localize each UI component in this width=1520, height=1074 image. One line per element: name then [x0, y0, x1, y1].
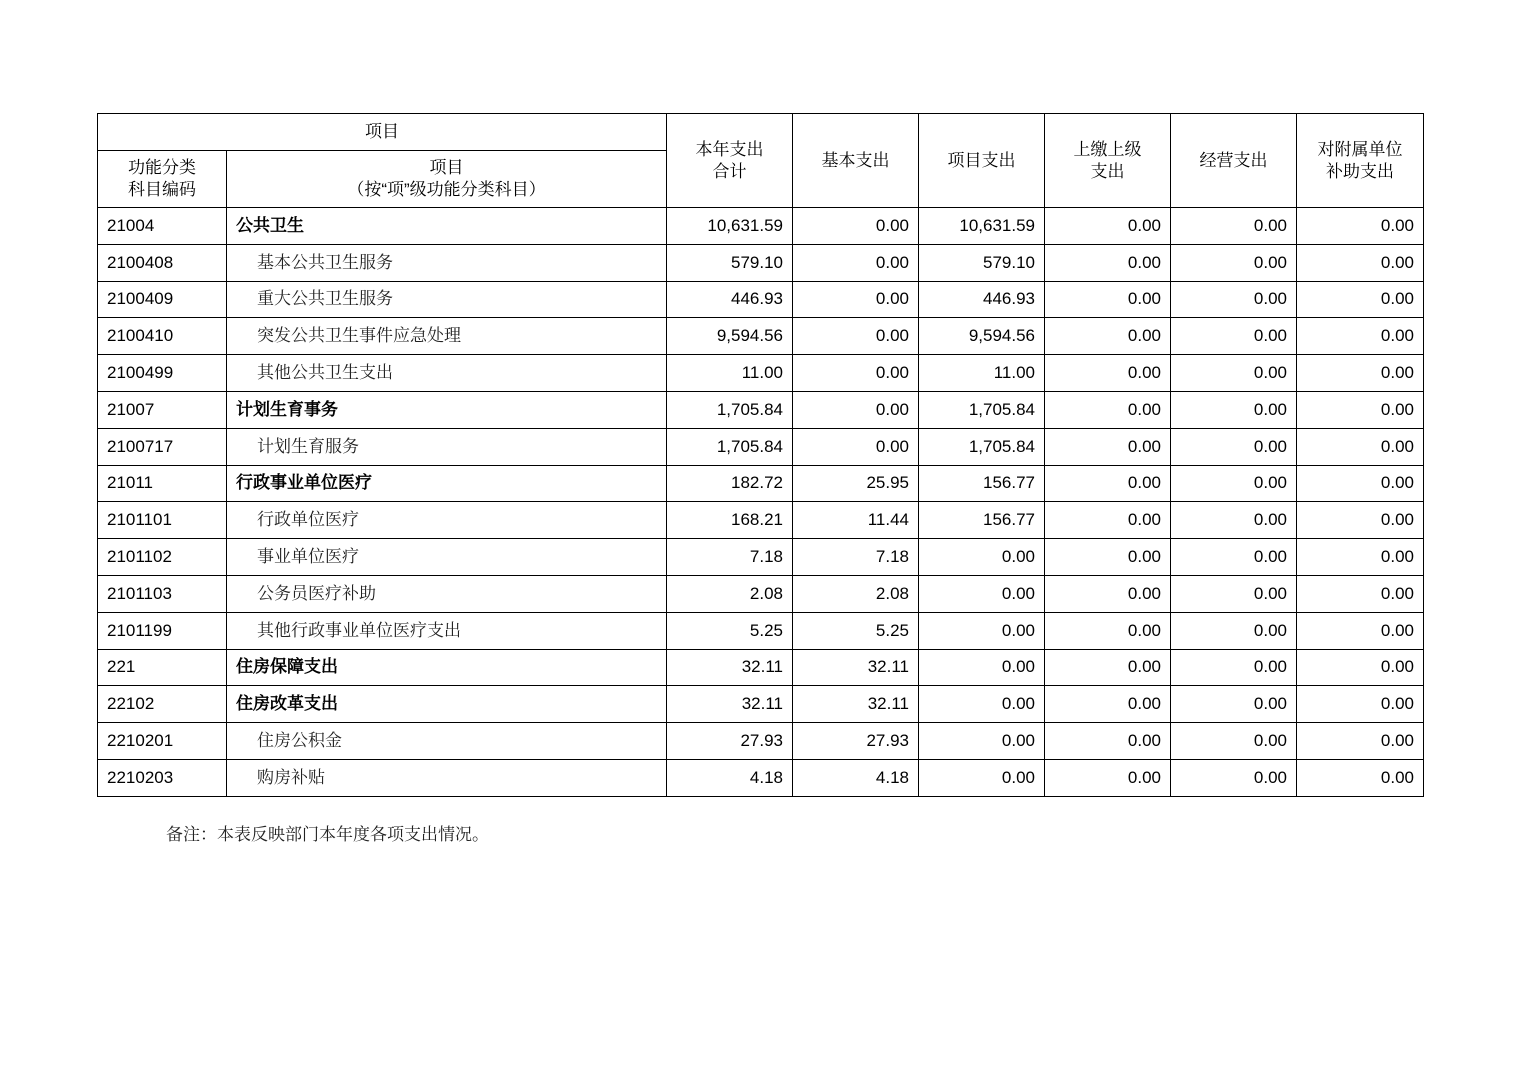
subsidy-cell: 0.00 [1297, 281, 1424, 318]
header-subsidy-line-1: 对附属单位 [1317, 139, 1403, 159]
total-cell: 32.11 [667, 686, 793, 723]
header-code-line-1: 功能分类 [128, 158, 196, 177]
operating-cell: 0.00 [1171, 208, 1297, 245]
header-upper [1045, 114, 1171, 208]
table-row [98, 355, 1424, 392]
table-row [98, 686, 1424, 723]
total-cell: 2.08 [667, 575, 793, 612]
table-note: 备注：本表反映部门本年度各项支出情况。 [166, 825, 489, 845]
basic-cell: 4.18 [793, 759, 919, 796]
operating-cell: 0.00 [1171, 355, 1297, 392]
code-cell: 21007 [98, 391, 227, 428]
code-cell: 2100408 [98, 244, 227, 281]
upper-cell: 0.00 [1045, 318, 1171, 355]
upper-cell: 0.00 [1045, 502, 1171, 539]
header-project-group: 项目 [98, 114, 667, 151]
upper-cell: 0.00 [1045, 686, 1171, 723]
operating-cell: 0.00 [1171, 465, 1297, 502]
operating-cell: 0.00 [1171, 539, 1297, 576]
header-operating [1171, 114, 1297, 208]
total-cell: 9,594.56 [667, 318, 793, 355]
header-operating-line-1: 经营支出 [1199, 150, 1268, 170]
basic-cell: 5.25 [793, 612, 919, 649]
upper-cell: 0.00 [1045, 649, 1171, 686]
code-cell: 22102 [98, 686, 227, 723]
subsidy-cell: 0.00 [1297, 428, 1424, 465]
table-row [98, 723, 1424, 760]
project-cell: 0.00 [919, 759, 1045, 796]
project-cell: 1,705.84 [919, 428, 1045, 465]
total-cell: 182.72 [667, 465, 793, 502]
table-row [98, 244, 1424, 281]
total-cell: 446.93 [667, 281, 793, 318]
basic-cell: 7.18 [793, 539, 919, 576]
name-cell: 其他行政事业单位医疗支出 [227, 612, 667, 649]
project-cell: 0.00 [919, 612, 1045, 649]
upper-cell: 0.00 [1045, 612, 1171, 649]
basic-cell: 25.95 [793, 465, 919, 502]
operating-cell: 0.00 [1171, 244, 1297, 281]
name-cell: 其他公共卫生支出 [227, 355, 667, 392]
table-row [98, 575, 1424, 612]
header-name [227, 151, 667, 208]
subsidy-cell: 0.00 [1297, 502, 1424, 539]
basic-cell: 0.00 [793, 391, 919, 428]
upper-cell: 0.00 [1045, 391, 1171, 428]
subsidy-cell: 0.00 [1297, 612, 1424, 649]
project-cell: 156.77 [919, 502, 1045, 539]
expenditure-table-container [97, 113, 1423, 797]
project-cell: 0.00 [919, 723, 1045, 760]
header-subsidy [1297, 114, 1424, 208]
header-code [98, 151, 227, 208]
table-row [98, 428, 1424, 465]
expenditure-table [97, 113, 1424, 797]
total-cell: 579.10 [667, 244, 793, 281]
operating-cell: 0.00 [1171, 281, 1297, 318]
name-cell: 住房改革支出 [227, 686, 667, 723]
code-cell: 2210203 [98, 759, 227, 796]
operating-cell: 0.00 [1171, 649, 1297, 686]
subsidy-cell: 0.00 [1297, 723, 1424, 760]
operating-cell: 0.00 [1171, 759, 1297, 796]
header-subsidy-line-2: 补助支出 [1326, 161, 1394, 181]
basic-cell: 11.44 [793, 502, 919, 539]
total-cell: 4.18 [667, 759, 793, 796]
subsidy-cell: 0.00 [1297, 208, 1424, 245]
subsidy-cell: 0.00 [1297, 649, 1424, 686]
table-row [98, 281, 1424, 318]
upper-cell: 0.00 [1045, 281, 1171, 318]
total-cell: 5.25 [667, 612, 793, 649]
code-cell: 2101101 [98, 502, 227, 539]
subsidy-cell: 0.00 [1297, 355, 1424, 392]
name-cell: 计划生育服务 [227, 428, 667, 465]
header-name-line-1: 项目 [429, 158, 464, 177]
header-basic [793, 114, 919, 208]
project-cell: 9,594.56 [919, 318, 1045, 355]
operating-cell: 0.00 [1171, 612, 1297, 649]
code-cell: 2100410 [98, 318, 227, 355]
header-project [919, 114, 1045, 208]
header-project-line-1: 项目支出 [947, 150, 1016, 170]
total-cell: 7.18 [667, 539, 793, 576]
operating-cell: 0.00 [1171, 723, 1297, 760]
subsidy-cell: 0.00 [1297, 686, 1424, 723]
upper-cell: 0.00 [1045, 575, 1171, 612]
table-row [98, 649, 1424, 686]
project-cell: 10,631.59 [919, 208, 1045, 245]
header-upper-line-1: 上缴上级 [1073, 139, 1142, 159]
code-cell: 21011 [98, 465, 227, 502]
code-cell: 2210201 [98, 723, 227, 760]
basic-cell: 2.08 [793, 575, 919, 612]
project-cell: 11.00 [919, 355, 1045, 392]
code-cell: 2100409 [98, 281, 227, 318]
upper-cell: 0.00 [1045, 428, 1171, 465]
subsidy-cell: 0.00 [1297, 575, 1424, 612]
operating-cell: 0.00 [1171, 575, 1297, 612]
table-body [98, 208, 1424, 797]
upper-cell: 0.00 [1045, 244, 1171, 281]
total-cell: 10,631.59 [667, 208, 793, 245]
upper-cell: 0.00 [1045, 465, 1171, 502]
name-cell: 事业单位医疗 [227, 539, 667, 576]
project-cell: 0.00 [919, 575, 1045, 612]
upper-cell: 0.00 [1045, 355, 1171, 392]
name-cell: 行政单位医疗 [227, 502, 667, 539]
table-row [98, 318, 1424, 355]
name-cell: 住房保障支出 [227, 649, 667, 686]
name-cell: 公务员医疗补助 [227, 575, 667, 612]
project-cell: 446.93 [919, 281, 1045, 318]
table-row [98, 759, 1424, 796]
table-row [98, 539, 1424, 576]
name-cell: 住房公积金 [227, 723, 667, 760]
total-cell: 1,705.84 [667, 428, 793, 465]
header-name-line-2: （按“项”级功能分类科目） [347, 180, 546, 199]
header-row-top [98, 114, 1424, 151]
subsidy-cell: 0.00 [1297, 391, 1424, 428]
code-cell: 21004 [98, 208, 227, 245]
name-cell: 购房补贴 [227, 759, 667, 796]
header-basic-line-1: 基本支出 [821, 150, 890, 170]
subsidy-cell: 0.00 [1297, 465, 1424, 502]
operating-cell: 0.00 [1171, 686, 1297, 723]
upper-cell: 0.00 [1045, 759, 1171, 796]
project-cell: 1,705.84 [919, 391, 1045, 428]
name-cell: 公共卫生 [227, 208, 667, 245]
table-row [98, 465, 1424, 502]
basic-cell: 32.11 [793, 649, 919, 686]
subsidy-cell: 0.00 [1297, 539, 1424, 576]
header-total-line-2: 合计 [712, 161, 747, 181]
basic-cell: 0.00 [793, 244, 919, 281]
table-row [98, 391, 1424, 428]
basic-cell: 0.00 [793, 428, 919, 465]
table-row [98, 612, 1424, 649]
code-cell: 221 [98, 649, 227, 686]
code-cell: 2100499 [98, 355, 227, 392]
total-cell: 27.93 [667, 723, 793, 760]
upper-cell: 0.00 [1045, 208, 1171, 245]
name-cell: 计划生育事务 [227, 391, 667, 428]
total-cell: 1,705.84 [667, 391, 793, 428]
project-cell: 0.00 [919, 649, 1045, 686]
total-cell: 168.21 [667, 502, 793, 539]
operating-cell: 0.00 [1171, 318, 1297, 355]
total-cell: 11.00 [667, 355, 793, 392]
basic-cell: 0.00 [793, 355, 919, 392]
basic-cell: 0.00 [793, 208, 919, 245]
name-cell: 重大公共卫生服务 [227, 281, 667, 318]
code-cell: 2100717 [98, 428, 227, 465]
project-cell: 0.00 [919, 539, 1045, 576]
code-cell: 2101199 [98, 612, 227, 649]
subsidy-cell: 0.00 [1297, 244, 1424, 281]
project-cell: 579.10 [919, 244, 1045, 281]
subsidy-cell: 0.00 [1297, 759, 1424, 796]
name-cell: 基本公共卫生服务 [227, 244, 667, 281]
basic-cell: 32.11 [793, 686, 919, 723]
basic-cell: 0.00 [793, 318, 919, 355]
upper-cell: 0.00 [1045, 539, 1171, 576]
table-row [98, 208, 1424, 245]
project-cell: 156.77 [919, 465, 1045, 502]
code-cell: 2101102 [98, 539, 227, 576]
project-cell: 0.00 [919, 686, 1045, 723]
subsidy-cell: 0.00 [1297, 318, 1424, 355]
header-total [667, 114, 793, 208]
header-total-line-1: 本年支出 [695, 139, 764, 159]
total-cell: 32.11 [667, 649, 793, 686]
name-cell: 行政事业单位医疗 [227, 465, 667, 502]
operating-cell: 0.00 [1171, 391, 1297, 428]
header-upper-line-2: 支出 [1090, 161, 1125, 181]
upper-cell: 0.00 [1045, 723, 1171, 760]
header-code-line-2: 科目编码 [128, 180, 196, 199]
operating-cell: 0.00 [1171, 502, 1297, 539]
operating-cell: 0.00 [1171, 428, 1297, 465]
name-cell: 突发公共卫生事件应急处理 [227, 318, 667, 355]
basic-cell: 0.00 [793, 281, 919, 318]
table-row [98, 502, 1424, 539]
basic-cell: 27.93 [793, 723, 919, 760]
code-cell: 2101103 [98, 575, 227, 612]
